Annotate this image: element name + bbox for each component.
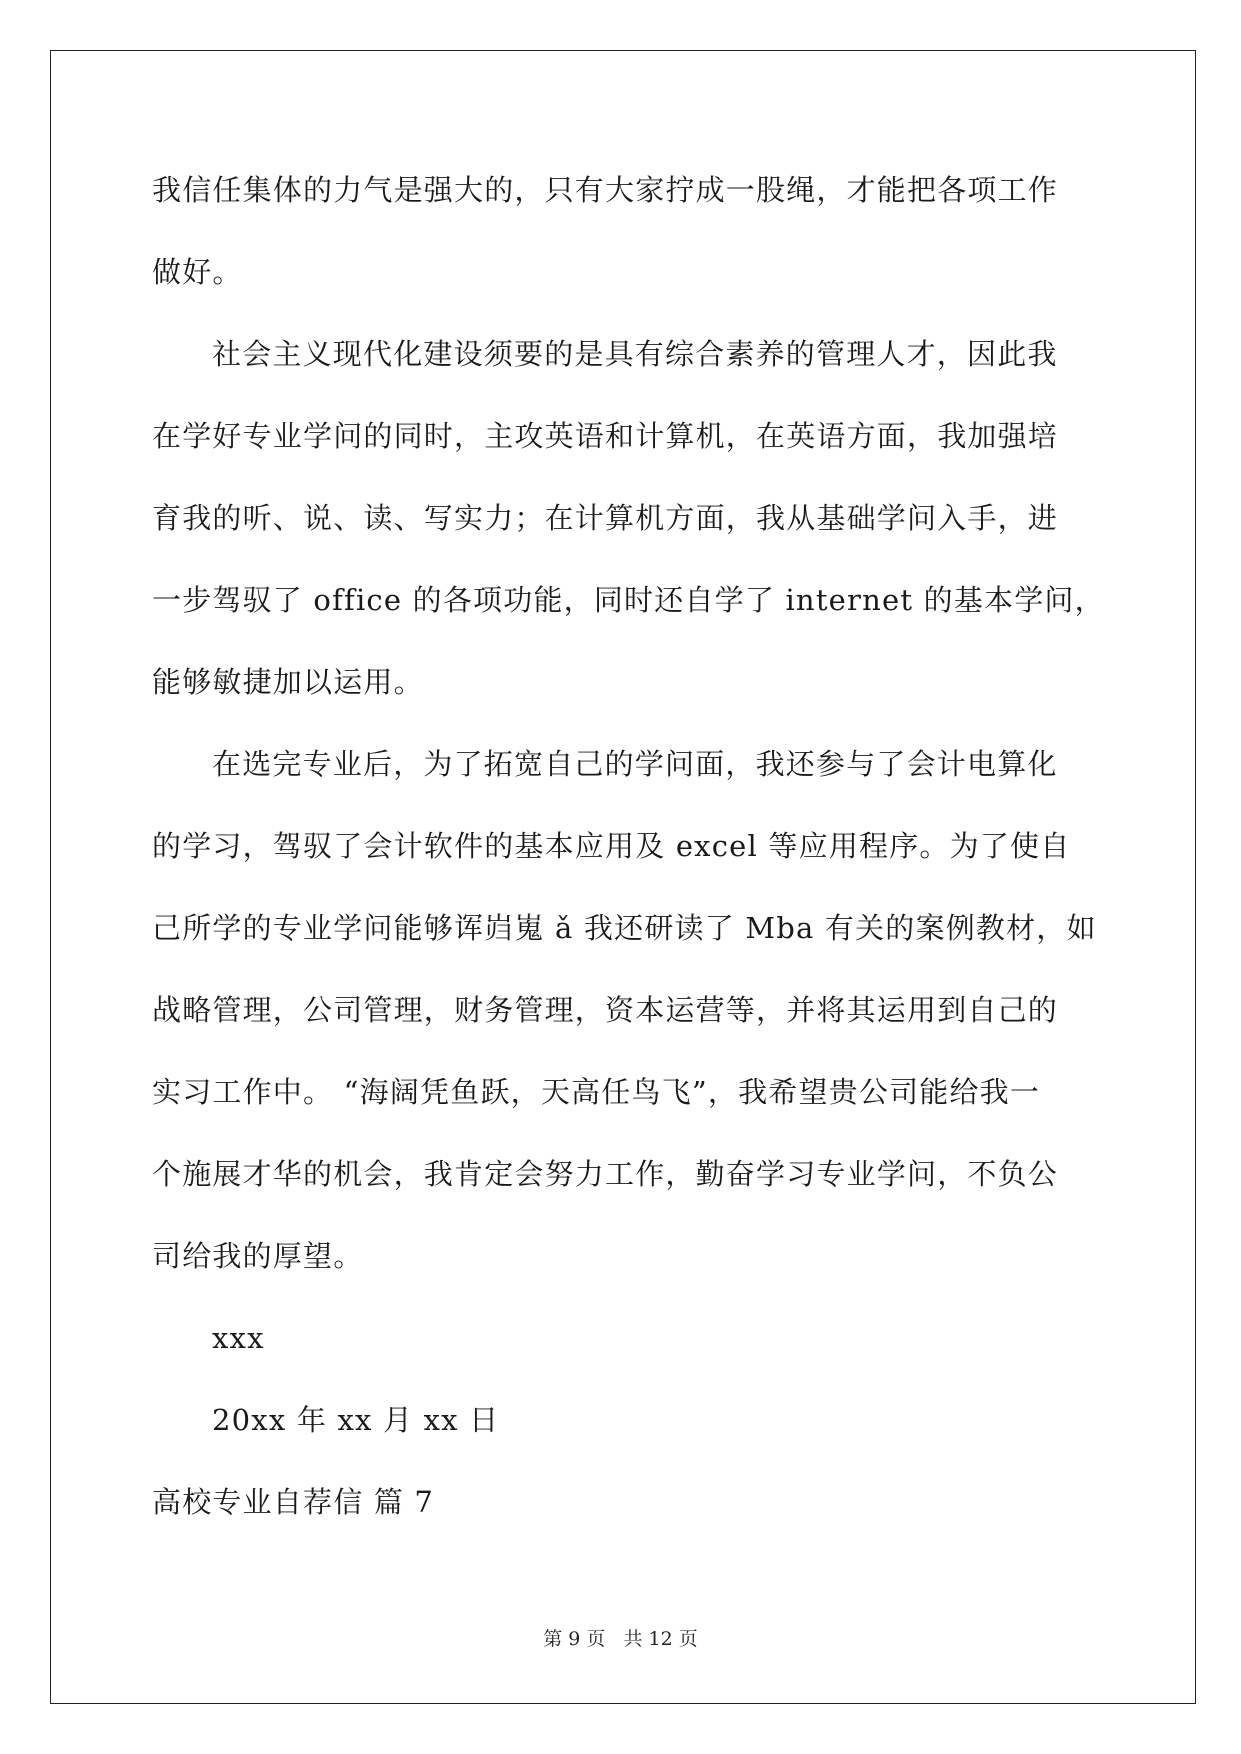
- paragraph-line: 个施展才华的机会，我肯定会努力工作，勤奋学习专业学问，不负公: [152, 1157, 1059, 1191]
- paragraph-line: 育我的听、说、读、写实力；在计算机方面，我从基础学问入手，进: [152, 501, 1059, 535]
- page-footer: [0, 1624, 1241, 1651]
- signature-date: 20xx 年 xx 月 xx 日: [212, 1403, 500, 1437]
- paragraph-line: 做好。: [152, 255, 243, 289]
- paragraph-line: 一步驾驭了 office 的各项功能，同时还自学了 internet 的基本学问，: [152, 583, 1105, 617]
- paragraph-line: 在学好专业学问的同时，主攻英语和计算机，在英语方面，我加强培: [152, 419, 1059, 453]
- page-number: 第 9 页: [543, 1628, 606, 1650]
- paragraph-line: 能够敏捷加以运用。: [152, 665, 424, 699]
- paragraph-line: 在选完专业后，为了拓宽自己的学问面，我还参与了会计电算化: [212, 747, 1058, 781]
- paragraph-line: 社会主义现代化建设须要的是具有综合素养的管理人才，因此我: [212, 337, 1058, 371]
- paragraph-line: 战略管理，公司管理，财务管理，资本运营等，并将其运用到自己的: [152, 993, 1059, 1027]
- document-body: [152, 160, 1120, 1554]
- signature-name: xxx: [212, 1321, 265, 1355]
- paragraph-line: 的学习，驾驭了会计软件的基本应用及 excel 等应用程序。为了使自: [152, 829, 1071, 863]
- paragraph-line: 我信任集体的力气是强大的，只有大家拧成一股绳，才能把各项工作: [152, 173, 1059, 207]
- paragraph-line: 司给我的厚望。: [152, 1239, 364, 1273]
- paragraph-line: 实习工作中。 “海阔凭鱼跃，天高任鸟飞”，我希望贵公司能给我一: [152, 1075, 1041, 1109]
- paragraph-line: 己所学的专业学问能够诨岿嵬 ǎ 我还研读了 Mba 有关的案例教材，如: [152, 911, 1097, 945]
- section-heading: 高校专业自荐信 篇 7: [152, 1485, 435, 1519]
- page-total: 共 12 页: [623, 1628, 698, 1650]
